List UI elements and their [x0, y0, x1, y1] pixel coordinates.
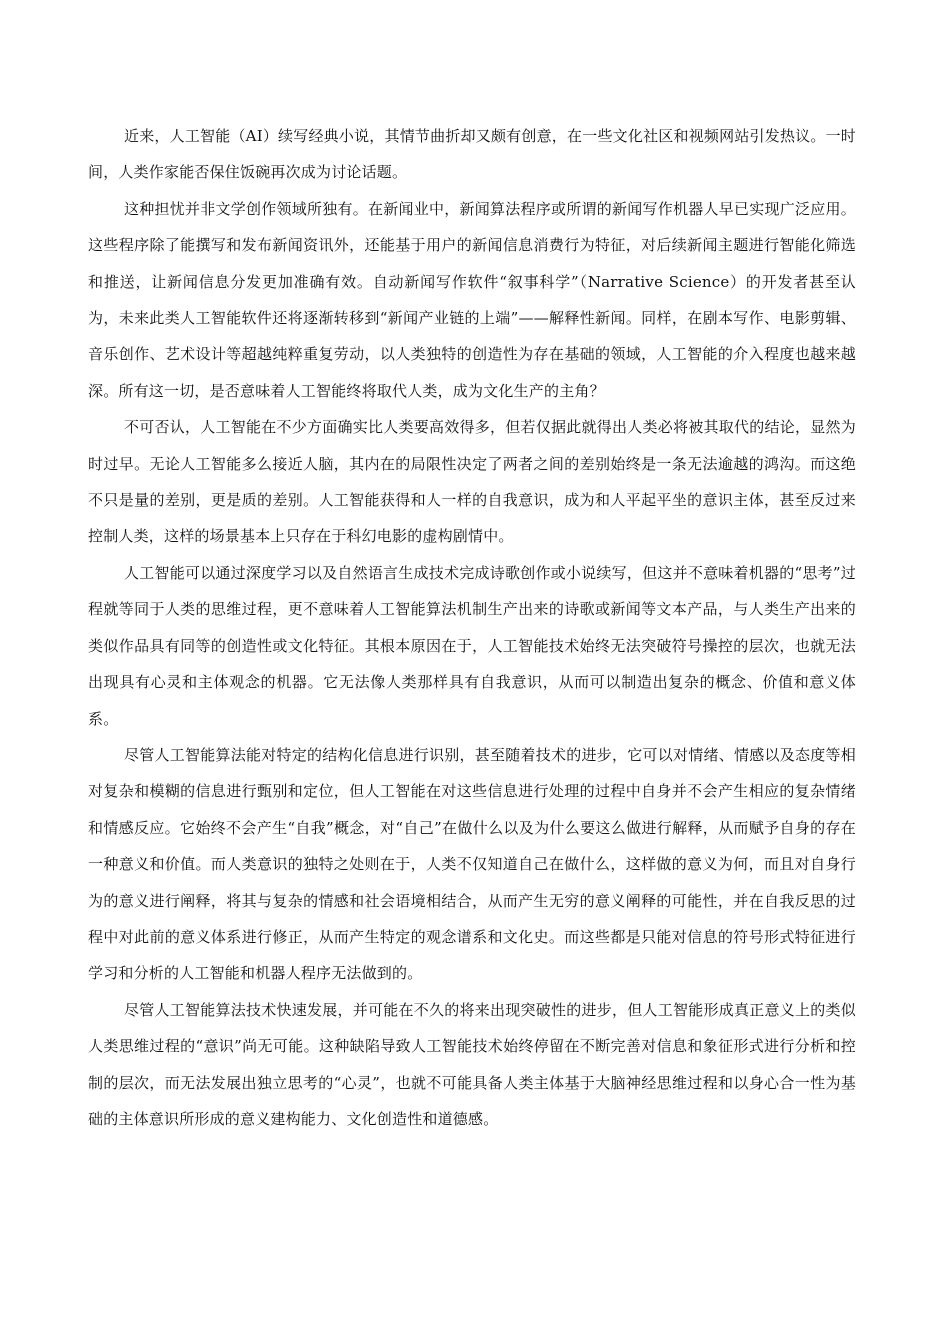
paragraph-6: 尽管人工智能算法技术快速发展，并可能在不久的将来出现突破性的进步，但人工智能形成真正意义上的类似人类思维过程的“意识”尚无可能。这种缺陷导致人工智能技术始终停留在不断完善对信息和象征形式进行分析和控制的层次，而无法发展出独立思考的“心灵”，也就不可能具备人类主体基于大脑神经思维过程和以身心合一性为基础的主体意识所形成的意义建构能力、文化创造性和道德感。 — [88, 1000, 856, 1128]
paragraph-5: 尽管人工智能算法能对特定的结构化信息进行识别，甚至随着技术的进步，它可以对情绪、情感以及态度等相对复杂和模糊的信息进行甄别和定位，但人工智能在对这些信息进行处理的过程中自身并不会产生相应的复杂情绪和情感反应。它始终不会产生“自我”概念，对“自己”在做什么以及为什么要这么做进行解释，从而赋予自身的存在一种意义和价值。而人类意识的独特之处则在于，人类不仅知道自己在做什么，这样做的意义为何，而且对自身行为的意义进行阐释，将其与复杂的情感和社会语境相结合，从而产生无穷的意义阐释的可能性，并在自我反思的过程中对此前的意义体系进行修正，从而产生特定的观念谱系和文化史。而这些都是只能对信息的符号形式特征进行学习和分析的人工智能和机器人程序无法做到的。 — [88, 745, 856, 983]
paragraph-3: 不可否认，人工智能在不少方面确实比人类要高效得多，但若仅据此就得出人类必将被其取代的结论，显然为时过早。无论人工智能多么接近人脑，其内在的局限性决定了两者之间的差别始终是一条无法逾越的鸿沟。而这绝不只是量的差别，更是质的差别。人工智能获得和人一样的自我意识，成为和人平起平坐的意识主体，甚至反过来控制人类，这样的场景基本上只存在于科幻电影的虚构剧情中。 — [88, 418, 856, 546]
document-page — [88, 118, 856, 1137]
paragraph-2: 这种担忧并非文学创作领域所独有。在新闻业中，新闻算法程序或所谓的新闻写作机器人早已实现广泛应用。这些程序除了能撰写和发布新闻资讯外，还能基于用户的新闻信息消费行为特征，对后续新闻主题进行智能化筛选和推送，让新闻信息分发更加准确有效。自动新闻写作软件“叙事科学”（Narrative Science）的开发者甚至认为，未来此类人工智能软件还将逐渐转移到“新闻产业链的上端”——解释性新闻。同样，在剧本写作、电影剪辑、音乐创作、艺术设计等超越纯粹重复劳动，以人类独特的创造性为存在基础的领域，人工智能的介入程度也越来越深。所有这一切，是否意味着人工智能终将取代人类，成为文化生产的主角？ — [88, 199, 856, 400]
paragraph-1: 近来，人工智能（AI）续写经典小说，其情节曲折却又颇有创意，在一些文化社区和视频网站引发热议。一时间，人类作家能否保住饭碗再次成为讨论话题。 — [88, 127, 856, 182]
paragraph-4: 人工智能可以通过深度学习以及自然语言生成技术完成诗歌创作或小说续写，但这并不意味着机器的“思考”过程就等同于人类的思维过程，更不意味着人工智能算法机制生产出来的诗歌或新闻等文本产品，与人类生产出来的类似作品具有同等的创造性或文化特征。其根本原因在于，人工智能技术始终无法突破符号操控的层次，也就无法出现具有心灵和主体观念的机器。它无法像人类那样具有自我意识，从而可以制造出复杂的概念、价值和意义体系。 — [88, 563, 856, 728]
